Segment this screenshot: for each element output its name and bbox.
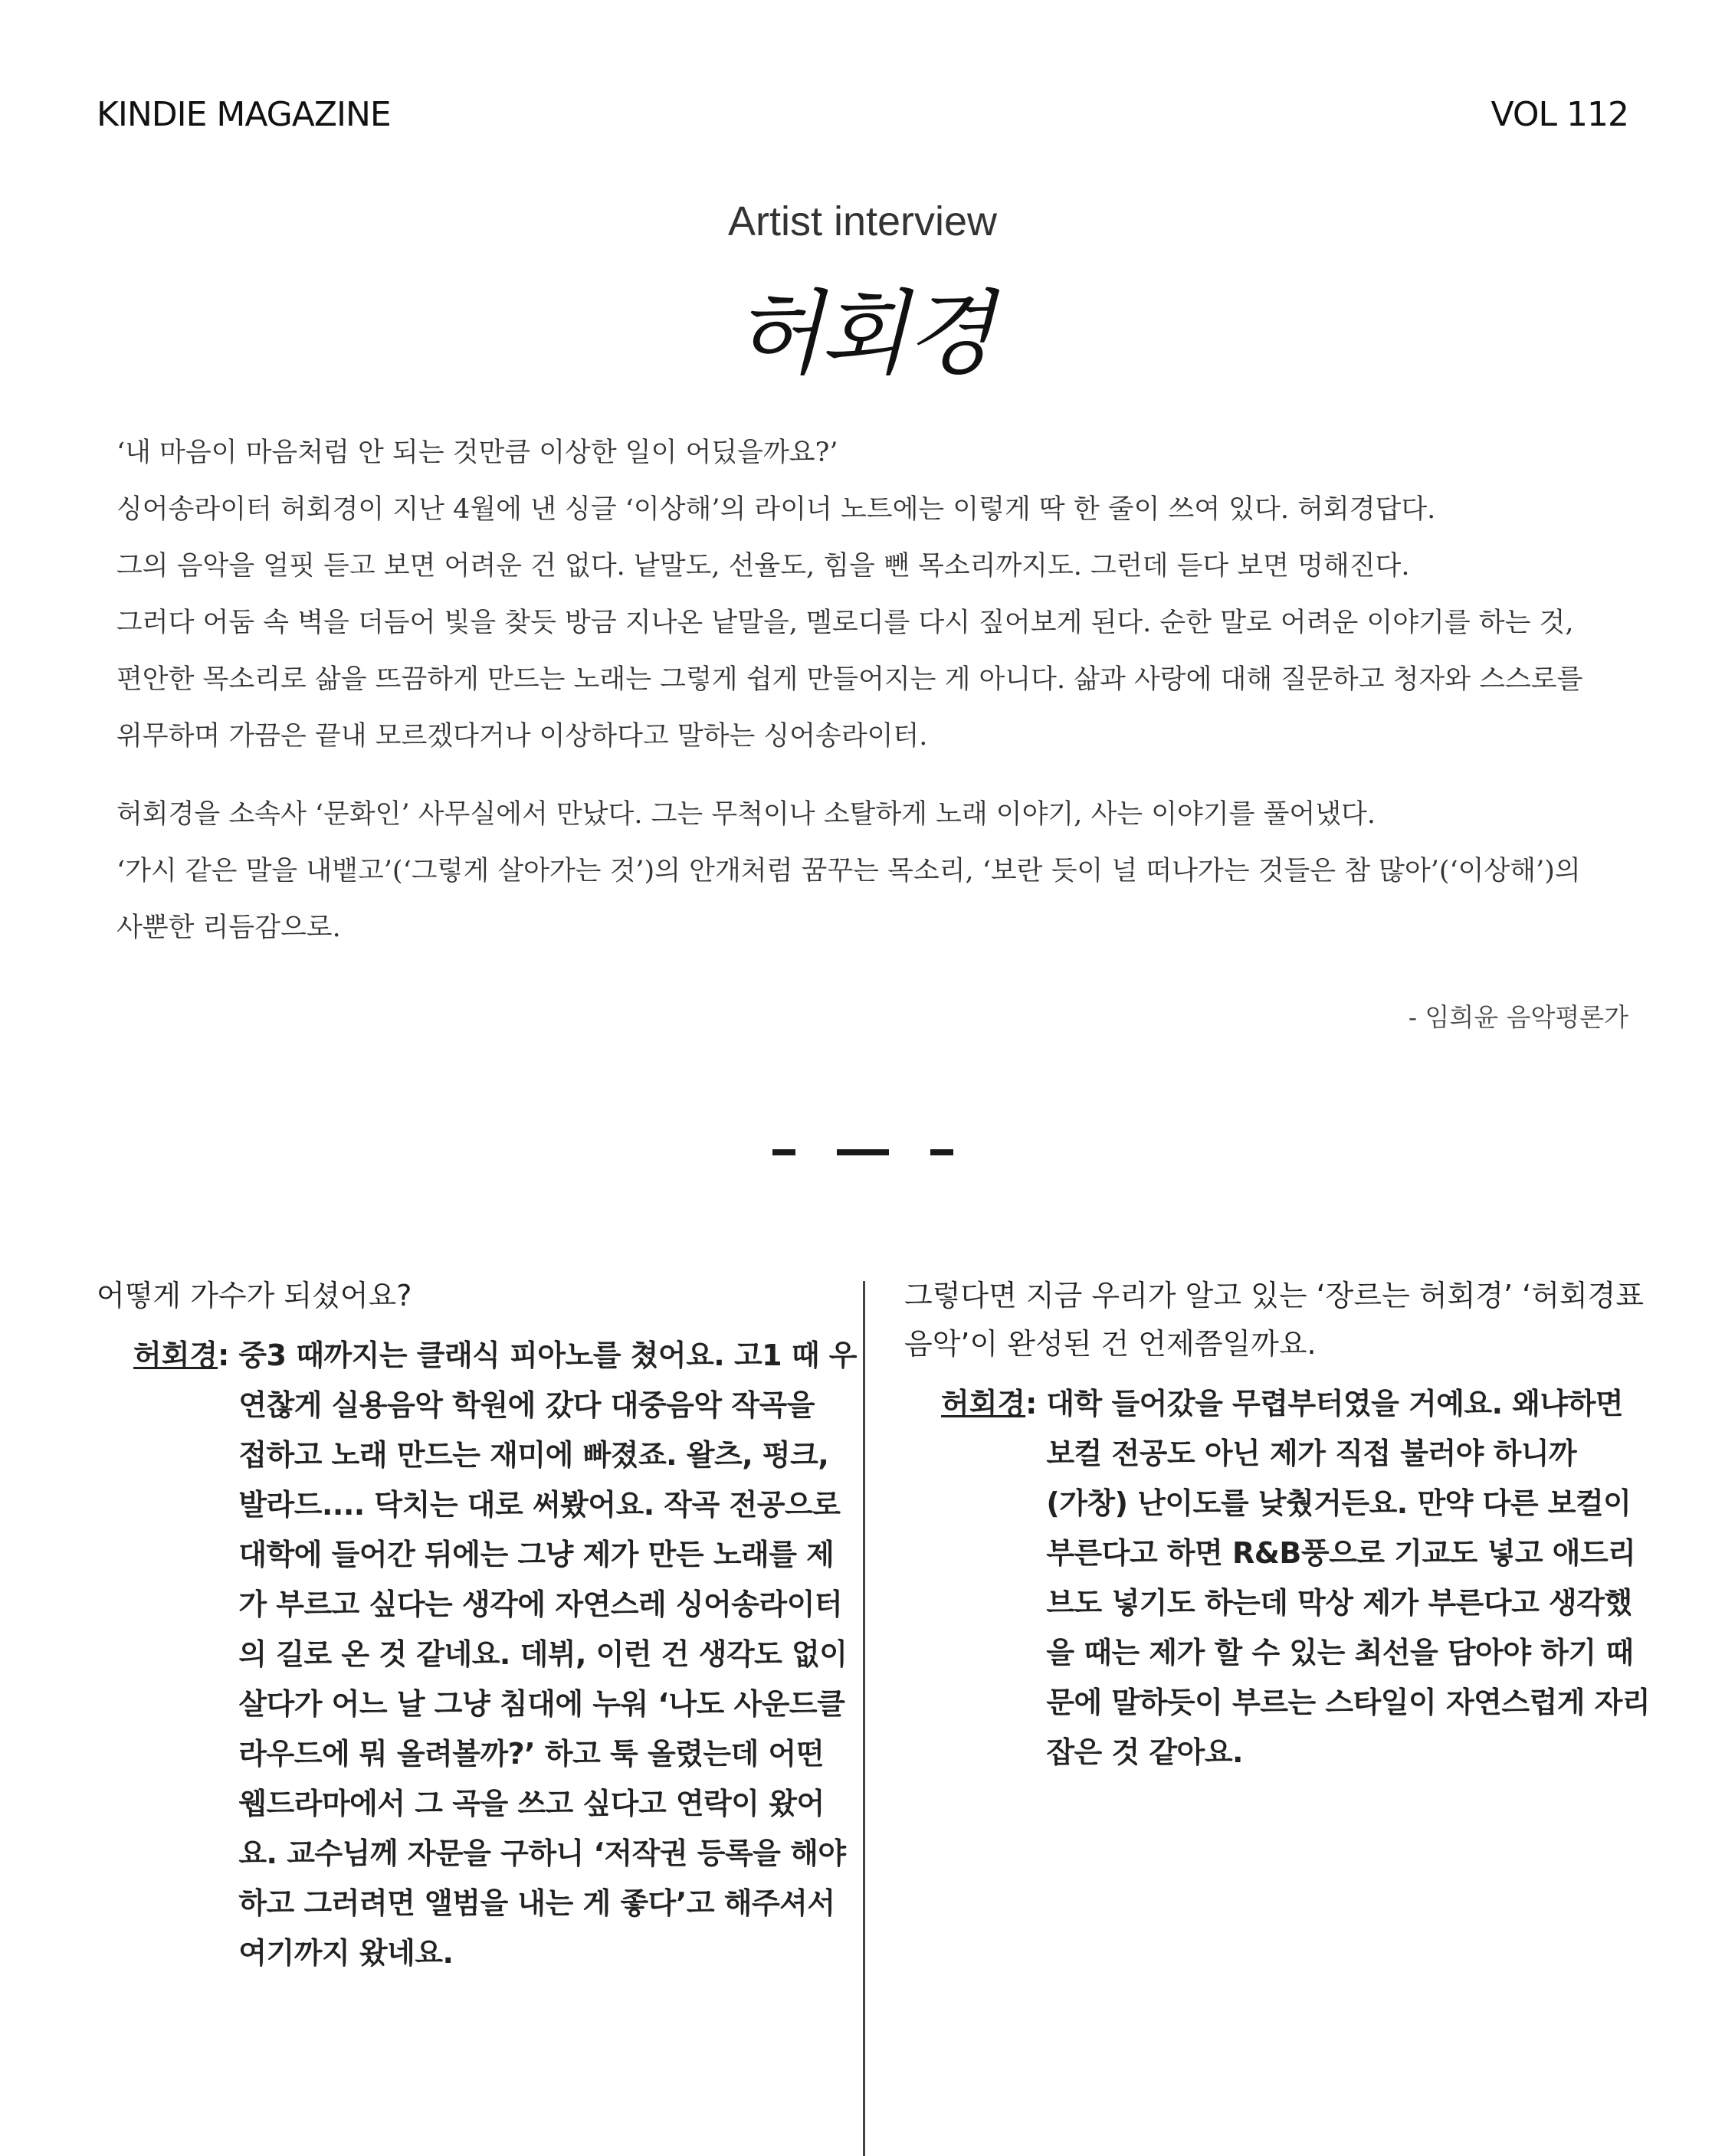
answer-line: 발라드.... 닥치는 대로 써봤어요. 작곡 전공으로 <box>238 1488 841 1522</box>
answer-line: 살다가 어느 날 그냥 침대에 누워 ‘나도 사운드클 <box>238 1687 845 1721</box>
divider-dash <box>837 1149 889 1155</box>
answer-line: 의 길로 온 것 같네요. 데뷔, 이런 건 생각도 없이 <box>238 1637 848 1671</box>
answer-line: 잡은 것 같아요. <box>1046 1735 1243 1769</box>
answer-line: 여기까지 왔네요. <box>238 1936 454 1970</box>
article-title: 허회경 <box>733 281 992 388</box>
intro-line: 위무하며 가끔은 끝내 모르겠다거나 이상하다고 말하는 싱어송라이터. <box>116 721 928 752</box>
answer-line: 문에 말하듯이 부르는 스타일이 자연스럽게 자리 <box>1046 1686 1651 1719</box>
interview-question: 음악’이 완성된 건 언제쯤일까요. <box>904 1327 1317 1361</box>
intro-line: 싱어송라이터 허회경이 지난 4월에 낸 싱글 ‘이상해’의 라이너 노트에는 이렇게 딱 한 줄이 쓰여 있다. 허회경답다. <box>116 494 1436 525</box>
interview-question: 어떻게 가수가 되셨어요? <box>97 1279 412 1312</box>
interview-question: 그렇다면 지금 우리가 알고 있는 ‘장르는 허회경’ ‘허회경표 <box>904 1279 1645 1312</box>
interview-left-column <box>97 1272 857 1978</box>
answer-text <box>1046 1379 1650 1778</box>
answer-line: 하고 그러려면 앨범을 내는 게 좋다’고 해주셔서 <box>238 1886 835 1920</box>
answer-text <box>238 1331 857 1978</box>
divider-dash <box>930 1149 953 1155</box>
answer-line: (가창) 난이도를 낮췄거든요. 만약 다른 보컬이 <box>1046 1486 1632 1520</box>
answer-line: 연찮게 실용음악 학원에 갔다 대중음악 작곡을 <box>238 1388 815 1422</box>
answer-line: 중3 때까지는 클래식 피아노를 쳤어요. 고1 때 우 <box>238 1338 857 1372</box>
answer-line: 웹드라마에서 그 곡을 쓰고 싶다고 연락이 왔어 <box>238 1787 825 1820</box>
answer-line: 대학 들어갔을 무렵부터였을 거예요. 왜냐하면 <box>1046 1387 1624 1420</box>
intro-line: 허회경을 소속사 ‘문화인’ 사무실에서 만났다. 그는 무척이나 소탈하게 노래 이야기, 사는 이야기를 풀어냈다. <box>116 799 1376 830</box>
answer-line: 요. 교수님께 자문을 구하니 ‘저작권 등록을 해야 <box>238 1837 846 1870</box>
intro-text <box>116 424 1618 956</box>
answer-line: 부른다고 하면 R&B풍으로 기교도 넣고 애드리 <box>1046 1536 1636 1570</box>
intro-line: 그의 음악을 얼핏 듣고 보면 어려운 건 없다. 낱말도, 선율도, 힘을 뺀 목소리까지도. 그런데 듣다 보면 멍해진다. <box>116 551 1410 582</box>
speaker-name: 허회경 <box>133 1338 218 1372</box>
answer-line: 접하고 노래 만드는 재미에 빠졌죠. 왈츠, 펑크, <box>238 1438 829 1472</box>
interview-right-column <box>904 1272 1671 1778</box>
intro-line: 사뿐한 리듬감으로. <box>116 913 341 943</box>
column-divider <box>863 1281 865 2156</box>
divider-dash <box>772 1149 795 1155</box>
magazine-name: KINDIE MAGAZINE <box>97 95 391 134</box>
answer-line: 을 때는 제가 할 수 있는 최선을 담아야 하기 때 <box>1046 1636 1634 1669</box>
answer-line: 가 부르고 싶다는 생각에 자연스레 싱어송라이터 <box>238 1588 843 1621</box>
answer-line: 브도 넣기도 하는데 막상 제가 부른다고 생각했 <box>1046 1586 1632 1620</box>
volume-number: VOL 112 <box>1491 95 1628 134</box>
intro-line: 그러다 어둠 속 벽을 더듬어 빛을 찾듯 방금 지나온 낱말을, 멜로디를 다시 짚어보게 된다. 순한 말로 어려운 이야기를 하는 것, <box>116 608 1574 638</box>
interview-answer <box>97 1331 857 1978</box>
speaker-colon: : <box>218 1338 230 1372</box>
answer-line: 보컬 전공도 아닌 제가 직접 불러야 하니까 <box>1046 1437 1577 1470</box>
intro-credit: - 임희윤 음악평론가 <box>1408 1002 1628 1032</box>
intro-line: ‘내 마음이 마음처럼 안 되는 것만큼 이상한 일이 어딨을까요?’ <box>116 437 838 468</box>
article-subtitle: Artist interview <box>727 198 998 244</box>
intro-line: 편안한 목소리로 삶을 뜨끔하게 만드는 노래는 그렇게 쉽게 만들어지는 게 아니다. 삶과 사랑에 대해 질문하고 청자와 스스로를 <box>116 664 1583 695</box>
intro-line: ‘가시 같은 말을 내뱉고’(‘그렇게 살아가는 것’)의 안개처럼 꿈꾸는 목소리, ‘보란 듯이 널 떠나가는 것들은 참 많아’(‘이상해’)의 <box>116 856 1581 886</box>
speaker-name: 허회경 <box>941 1387 1026 1420</box>
answer-line: 대학에 들어간 뒤에는 그냥 제가 만든 노래를 제 <box>238 1538 835 1571</box>
answer-line: 라우드에 뭐 올려볼까?’ 하고 툭 올렸는데 어떤 <box>238 1737 824 1771</box>
speaker-colon: : <box>1025 1387 1038 1420</box>
interview-answer <box>904 1379 1671 1778</box>
